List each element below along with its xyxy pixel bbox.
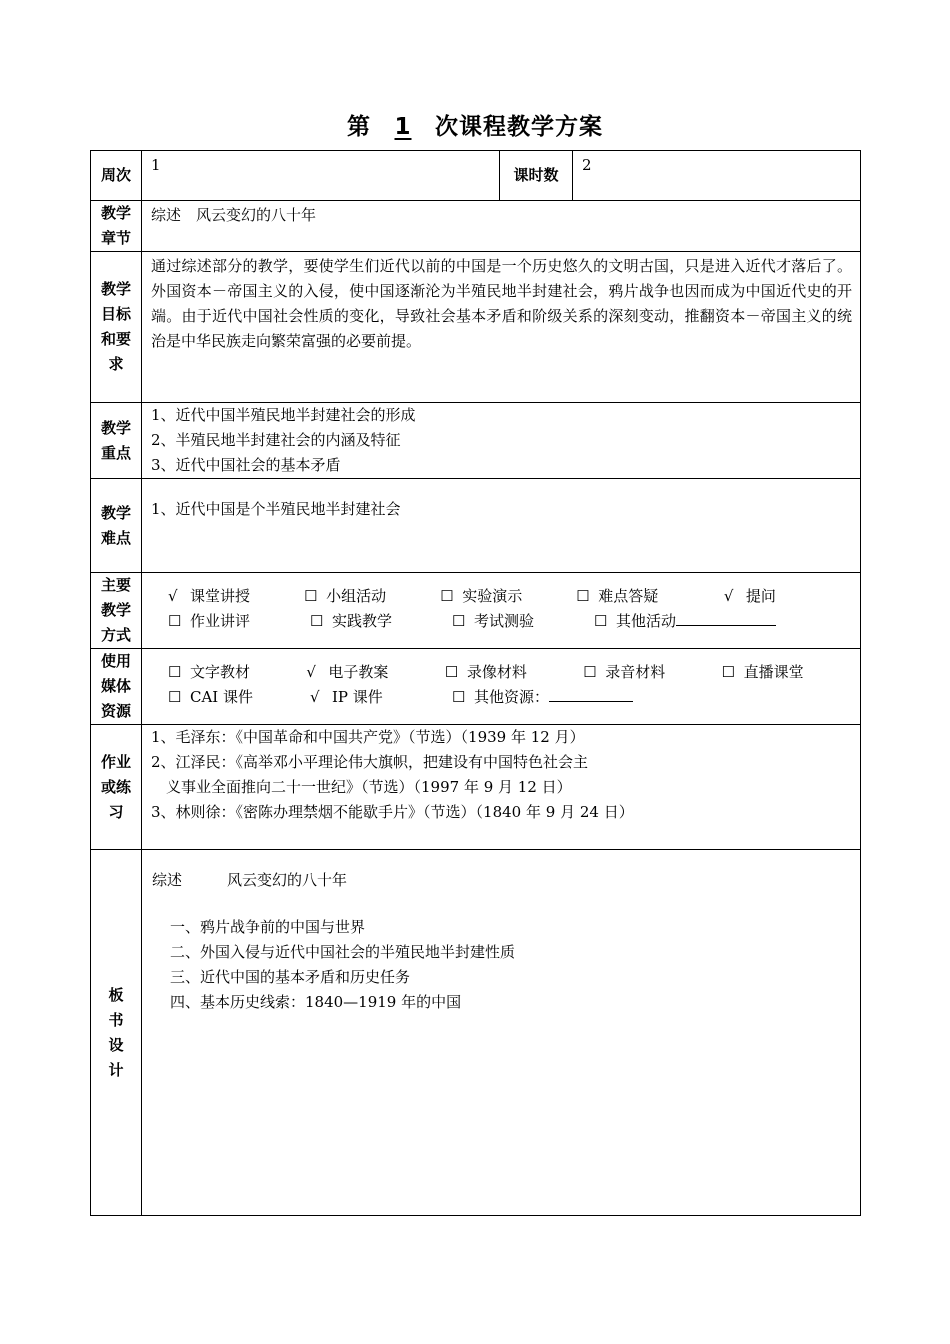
row-difficulties — [91, 479, 861, 573]
list-item: 四、基本历史线索：1840—1919 年的中国 — [170, 993, 462, 1011]
label-methods: 主要 教学 方式 — [91, 573, 142, 649]
method-option[interactable]: ☐ 小组活动 — [304, 584, 440, 609]
fill-in-blank[interactable] — [549, 685, 633, 702]
homework-list — [142, 725, 860, 825]
label-keypoints: 教学 重点 — [91, 403, 142, 479]
lesson-number: 1 — [394, 114, 412, 140]
row-board — [91, 850, 861, 1216]
media-option[interactable]: ☐ CAI 课件 — [168, 685, 310, 710]
checkbox-icon: ☐ — [310, 612, 324, 630]
label-board: 板 书 设 计 — [91, 850, 142, 1216]
method-option[interactable]: ☐ 考试测验 — [452, 609, 594, 634]
checkbox-icon: ☐ — [168, 663, 182, 681]
list-item: 二、外国入侵与近代中国社会的半殖民地半封建性质 — [170, 943, 516, 961]
checkbox-icon: ☐ — [440, 587, 454, 605]
method-option[interactable]: √ 提问 — [724, 584, 860, 609]
method-option[interactable]: ☐ 难点答疑 — [576, 584, 724, 609]
method-option[interactable]: ☐ 其他活动 — [594, 609, 814, 634]
check-icon: √ — [168, 587, 178, 605]
hours-value: 2 — [582, 156, 592, 174]
list-item: 2、半殖民地半封建社会的内涵及特征 — [151, 431, 401, 449]
media-option[interactable]: √ IP 课件 — [310, 685, 452, 710]
keypoints-list — [142, 403, 860, 478]
list-item: 三、近代中国的基本矛盾和历史任务 — [170, 968, 411, 986]
label-homework: 作业 或练 习 — [91, 725, 142, 850]
lesson-plan-table — [90, 150, 861, 1216]
check-icon: √ — [723, 587, 734, 605]
checkbox-icon: ☐ — [576, 587, 590, 605]
methods-options — [142, 573, 860, 634]
checkbox-icon: ☐ — [168, 688, 182, 706]
goals-text: 通过综述部分的教学，要使学生们近代以前的中国是一个历史悠久的文明古国，只是进入近代才落后了。外国资本－帝国主义的入侵，使中国逐渐沦为半殖民地半封建社会，鸦片战争也因而成为中国近代史的开端。由于近代中国社会性质的变化，导致社会基本矛盾和阶级关系的深刻变动，推翻资本－帝国主义的统治是中华民族走向繁荣富强的必要前提。 — [151, 257, 852, 350]
checkbox-icon: ☐ — [304, 587, 318, 605]
chapter-value: 综述 风云变幻的八十年 — [151, 206, 317, 224]
checkbox-icon: ☐ — [583, 663, 597, 681]
board-heading: 综述 风云变幻的八十年 — [152, 871, 348, 889]
media-option[interactable]: ☐ 录像材料 — [445, 660, 583, 685]
media-option[interactable]: ☐ 文字教材 — [168, 660, 306, 685]
check-icon: √ — [310, 688, 320, 706]
board-design — [142, 850, 860, 1015]
checkbox-icon: ☐ — [721, 663, 736, 681]
media-option[interactable]: √ 电子教案 — [306, 660, 444, 685]
list-item: 1、近代中国半殖民地半封建社会的形成 — [151, 406, 416, 424]
check-icon: √ — [306, 663, 316, 681]
list-item: 义事业全面推向二十一世纪》（节选）（1997 年 9 月 12 日） — [151, 778, 572, 796]
label-difficulties: 教学 难点 — [91, 479, 142, 573]
media-option[interactable]: ☐ 直播课堂 — [722, 660, 860, 685]
fill-in-blank[interactable] — [676, 609, 776, 626]
label-hours: 课时数 — [500, 151, 573, 201]
method-option[interactable]: ☐ 实践教学 — [310, 609, 452, 634]
row-keypoints — [91, 403, 861, 479]
row-week — [91, 151, 861, 201]
difficulties-list — [142, 479, 860, 522]
checkbox-icon: ☐ — [452, 688, 466, 706]
checkbox-icon: ☐ — [594, 612, 608, 630]
row-homework — [91, 725, 861, 850]
row-chapter — [91, 201, 861, 252]
row-goals — [91, 252, 861, 403]
checkbox-icon: ☐ — [168, 612, 182, 630]
method-option[interactable]: √ 课堂讲授 — [168, 584, 304, 609]
week-value: 1 — [151, 156, 161, 174]
row-media — [91, 649, 861, 725]
media-option[interactable]: ☐ 录音材料 — [583, 660, 721, 685]
label-media: 使用 媒体 资源 — [91, 649, 142, 725]
row-methods — [91, 573, 861, 649]
list-item: 2、江泽民：《高举邓小平理论伟大旗帜，把建设有中国特色社会主 — [151, 753, 589, 771]
checkbox-icon: ☐ — [452, 612, 466, 630]
list-item: 一、鸦片战争前的中国与世界 — [170, 918, 366, 936]
method-option[interactable]: ☐ 实验演示 — [440, 584, 576, 609]
media-option[interactable]: ☐ 其他资源： — [452, 685, 672, 710]
method-option[interactable]: ☐ 作业讲评 — [168, 609, 310, 634]
list-item: 3、林则徐：《密陈办理禁烟不能歇手片》（节选）（1840 年 9 月 24 日） — [151, 803, 634, 821]
list-item: 1、毛泽东：《中国革命和中国共产党》（节选）（1939 年 12 月） — [151, 728, 585, 746]
page-title: 第 1 次课程教学方案 — [347, 114, 603, 140]
label-week: 周次 — [91, 151, 142, 201]
label-goals: 教学 目标 和要 求 — [91, 252, 142, 403]
label-chapter: 教学 章节 — [91, 201, 142, 252]
list-item: 3、近代中国社会的基本矛盾 — [151, 456, 341, 474]
checkbox-icon: ☐ — [444, 663, 459, 681]
list-item: 1、近代中国是个半殖民地半封建社会 — [151, 500, 401, 518]
media-options — [142, 649, 860, 710]
